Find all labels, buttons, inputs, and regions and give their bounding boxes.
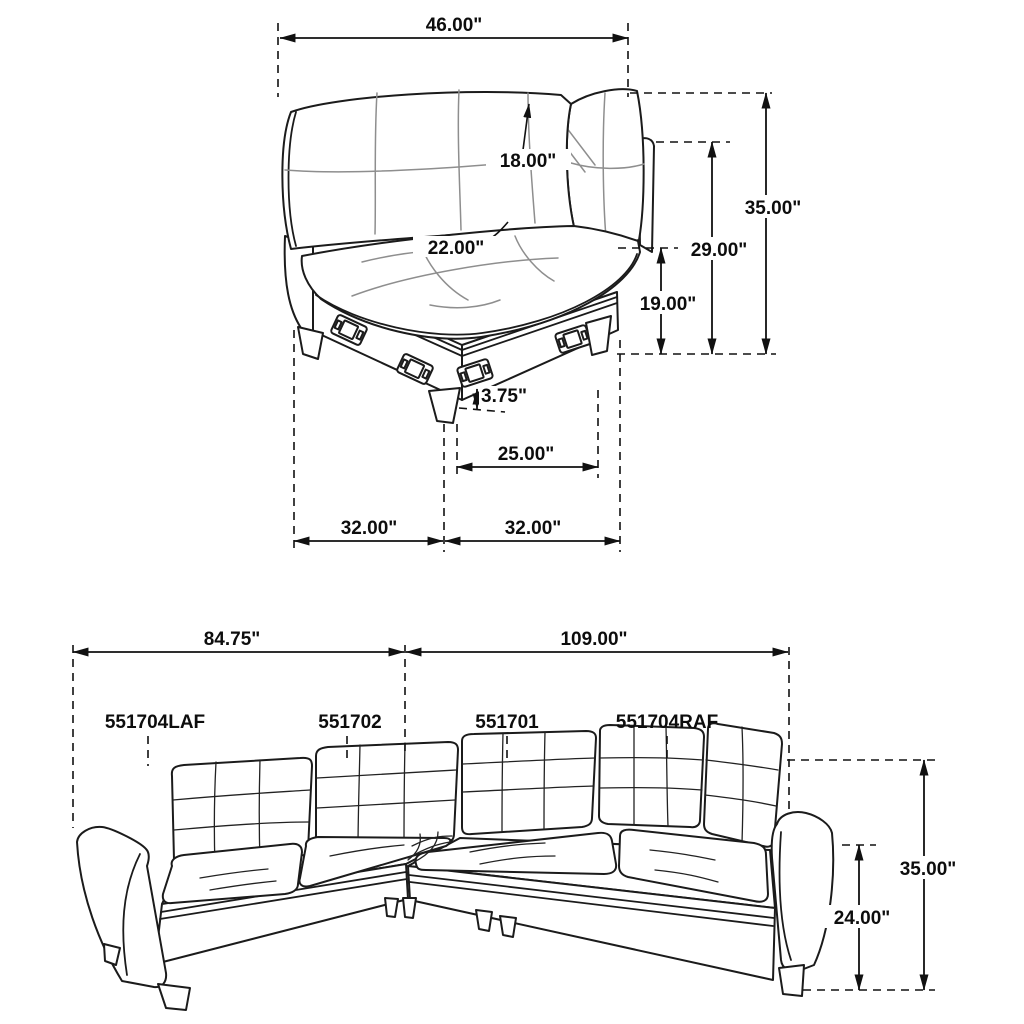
dim-overall-width: 46.00" xyxy=(425,15,483,36)
dim-seat-depth: 22.00" xyxy=(427,238,485,259)
dim-right-length: 109.00" xyxy=(560,629,628,650)
sectional-drawing xyxy=(77,723,833,1010)
dim-back-cushion: 18.00" xyxy=(499,151,557,172)
dim-leg-height: 3.75" xyxy=(481,386,527,407)
dim-right-side: 32.00" xyxy=(504,518,562,539)
dim-left-length: 84.75" xyxy=(203,629,261,650)
dim-seat-height: 19.00" xyxy=(639,294,697,315)
dim-overall-height: 35.00" xyxy=(744,198,802,219)
dim-front-width: 25.00" xyxy=(497,444,555,465)
part-label-raf: 551704RAF xyxy=(615,712,719,733)
dim-arm-height: 24.00" xyxy=(833,908,891,929)
part-label-armless-left: 551702 xyxy=(318,712,382,733)
dim-back-height: 29.00" xyxy=(690,240,748,261)
part-label-laf: 551704LAF xyxy=(104,712,206,733)
part-label-armless-right: 551701 xyxy=(475,712,539,733)
dim-sectional-height: 35.00" xyxy=(899,859,957,880)
dim-left-side: 32.00" xyxy=(340,518,398,539)
